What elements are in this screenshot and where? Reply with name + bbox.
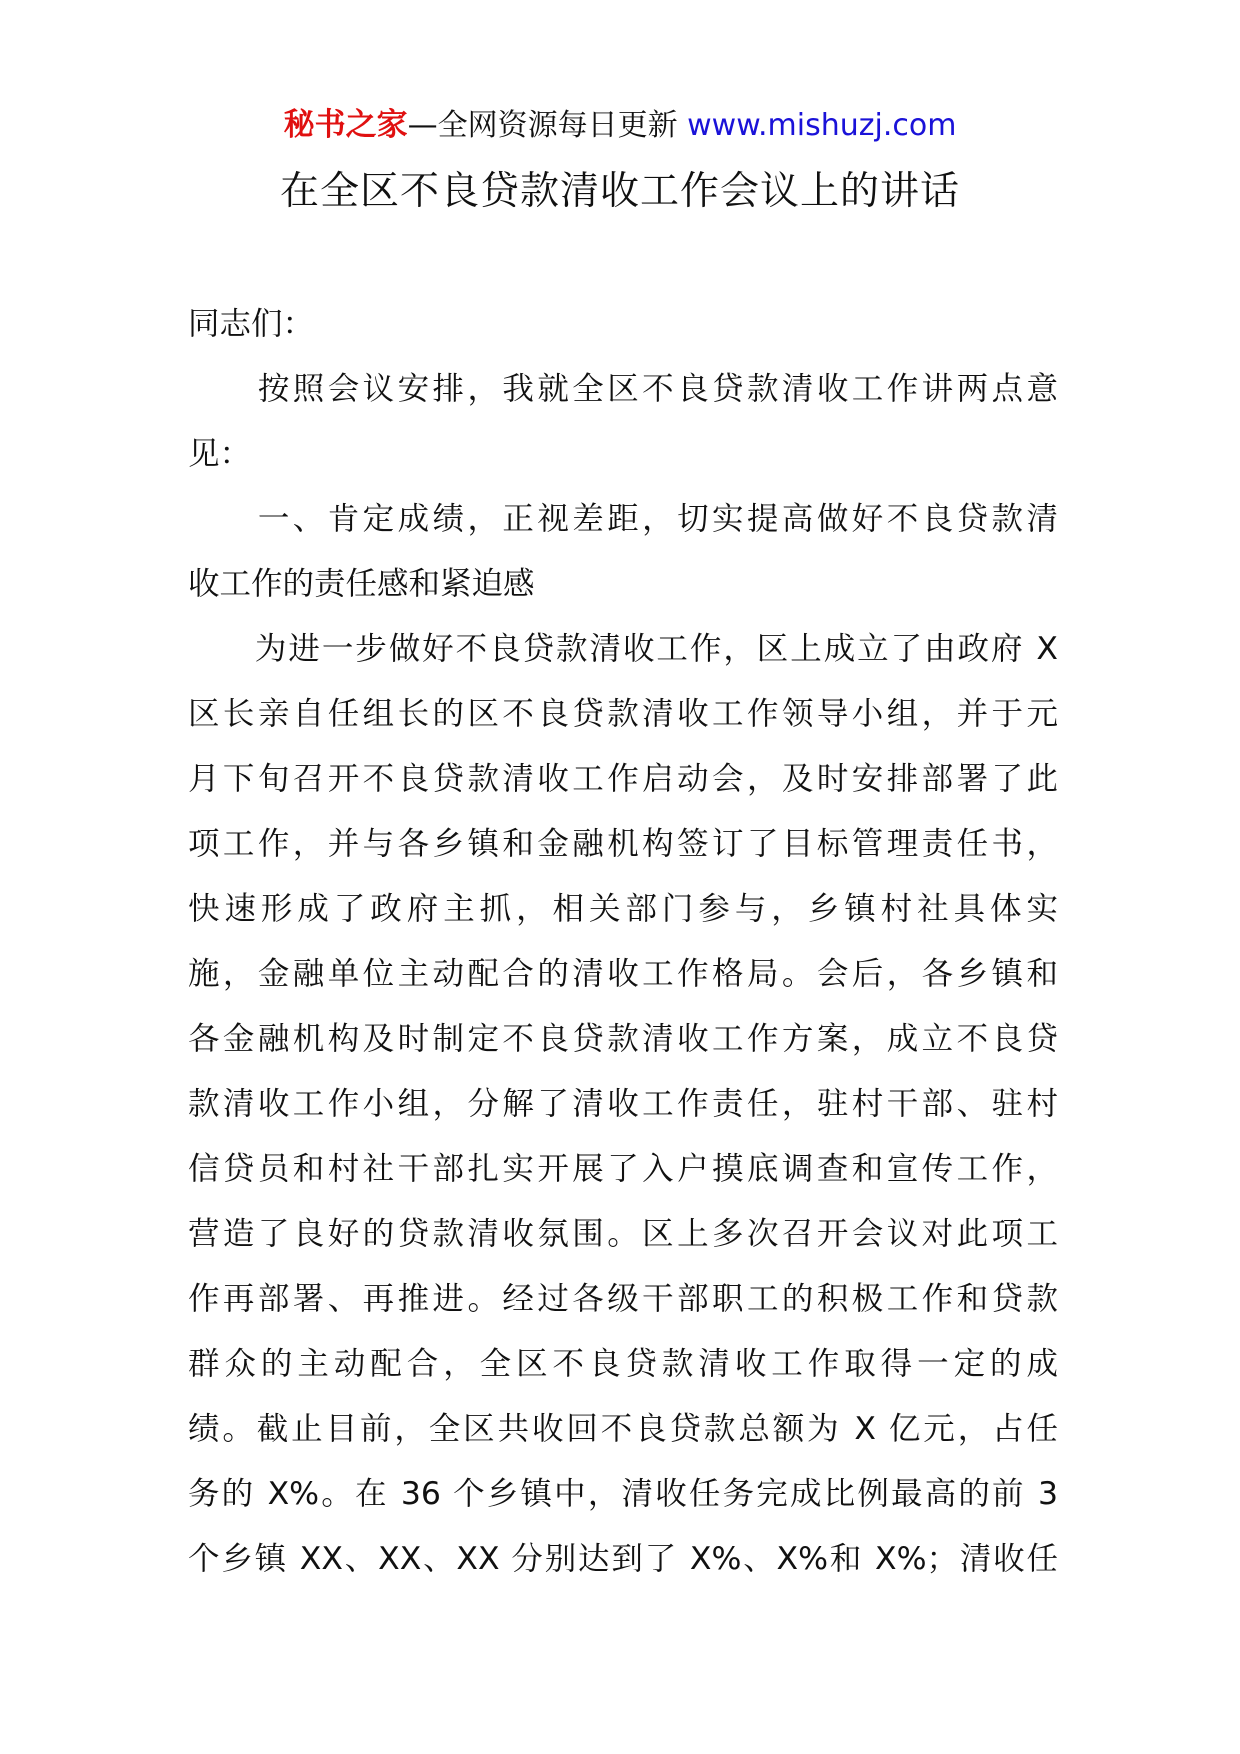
body-line: 营造了良好的贷款清收氛围。区上多次召开会议对此项工 (188, 1216, 1058, 1252)
section-heading-line: 一、肯定成绩，正视差距，切实提高做好不良贷款清 (188, 501, 1058, 537)
body-line: 快速形成了政府主抓，相关部门参与，乡镇村社具体实 (188, 891, 1058, 927)
body-line: 按照会议安排，我就全区不良贷款清收工作讲两点意 (188, 371, 1058, 407)
body-line: 绩。截止目前，全区共收回不良贷款总额为 X 亿元，占任 (188, 1411, 1058, 1447)
body-line: 款清收工作小组，分解了清收工作责任，驻村干部、驻村 (188, 1086, 1058, 1122)
body-line: 区长亲自任组长的区不良贷款清收工作领导小组，并于元 (188, 696, 1058, 732)
body-line: 月下旬召开不良贷款清收工作启动会，及时安排部署了此 (188, 761, 1058, 797)
body-line: 施，金融单位主动配合的清收工作格局。会后，各乡镇和 (188, 956, 1058, 992)
document-body (188, 292, 1058, 1592)
section-heading-line: 收工作的责任感和紧迫感 (188, 566, 535, 602)
watermark-header (0, 103, 1240, 148)
body-line: 个乡镇 XX、XX、XX 分别达到了 X%、X%和 X%；清收任 (188, 1541, 1058, 1577)
brand-slogan: —全网资源每日更新 (407, 108, 678, 143)
body-line: 为进一步做好不良贷款清收工作，区上成立了由政府 X (188, 631, 1058, 667)
body-line: 群众的主动配合，全区不良贷款清收工作取得一定的成 (188, 1346, 1058, 1382)
body-line: 作再部署、再推进。经过各级干部职工的积极工作和贷款 (188, 1281, 1058, 1317)
brand-name: 秘书之家 (283, 107, 408, 143)
brand-url-link[interactable]: www.mishuzj.com (687, 108, 957, 143)
document-title: 在全区不良贷款清收工作会议上的讲话 (279, 169, 960, 214)
body-line: 见： (188, 436, 252, 472)
body-line: 信贷员和村社干部扎实开展了入户摸底调查和宣传工作， (188, 1151, 1058, 1187)
body-line: 各金融机构及时制定不良贷款清收工作方案，成立不良贷 (188, 1021, 1058, 1057)
body-line: 项工作，并与各乡镇和金融机构签订了目标管理责任书， (188, 826, 1058, 862)
salutation: 同志们： (188, 306, 315, 342)
body-line: 务的 X%。在 36 个乡镇中，清收任务完成比例最高的前 3 (188, 1476, 1058, 1512)
